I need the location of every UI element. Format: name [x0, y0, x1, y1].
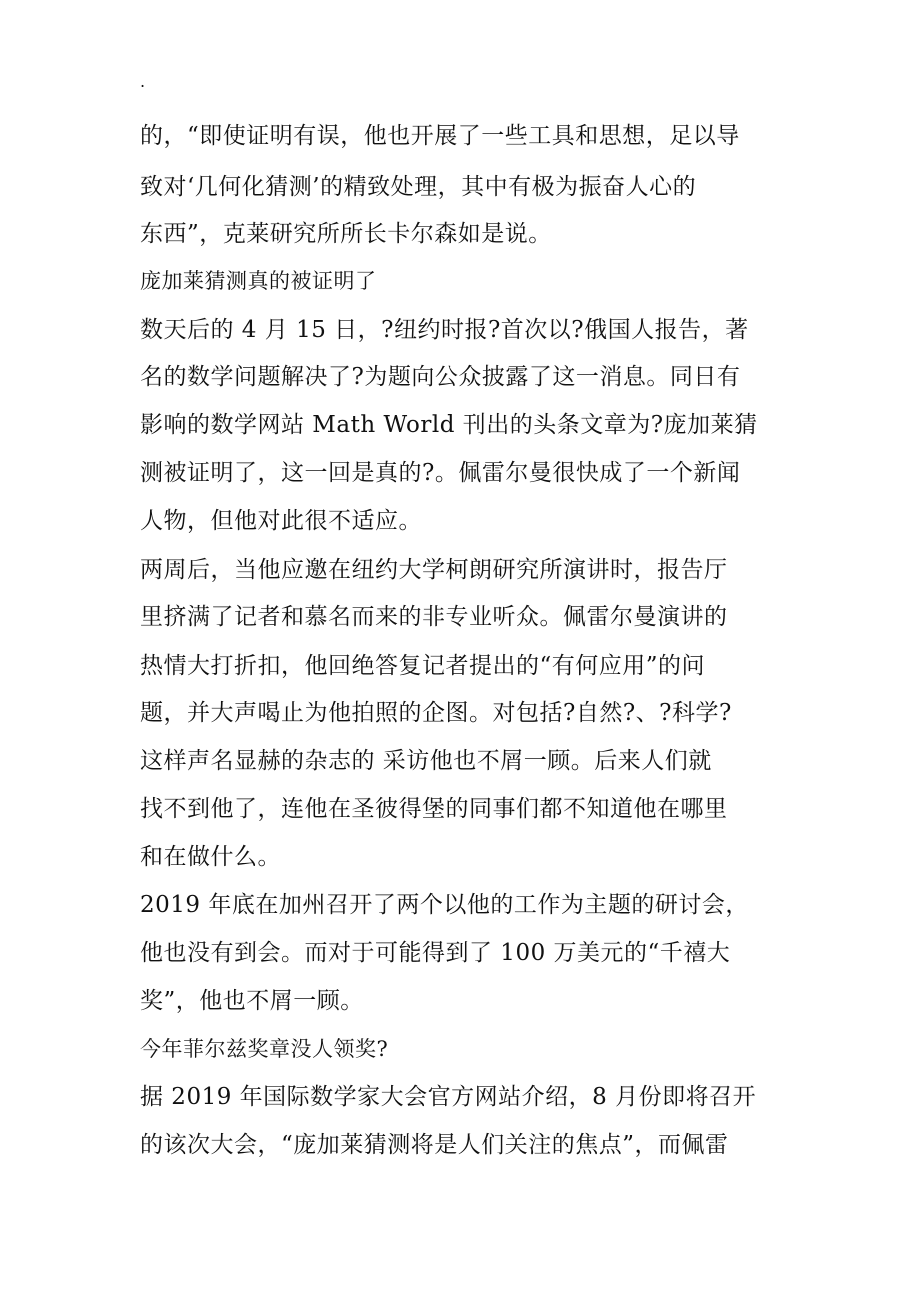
text-line-15: 找不到他了，连他在圣彼得堡的同事们都不知道他在哪里 — [140, 796, 728, 822]
text-line-14: 这样声名显赫的杂志的 采访他也不屑一顾。后来人们就 — [140, 748, 712, 774]
text-line-12: 热情大打折扣，他回绝答复记者提出的“有何应用”的问 — [140, 653, 706, 679]
text-line-13: 题，并大声喝止为他拍照的企图。对包括?自然?、?科学? — [140, 700, 732, 726]
text-line-3: 东西”，克莱研究所所长卡尔森如是说。 — [140, 221, 552, 247]
section-heading-proof: 庞加莱猜测真的被证明了 — [140, 269, 377, 293]
text-line-18: 他也没有到会。而对于可能得到了 100 万美元的“千禧大 — [140, 940, 731, 966]
text-line-22: 的该次大会，“庞加莱猜测将是人们关注的焦点”，而佩雷 — [140, 1132, 729, 1158]
text-line-1: 的，“即使证明有误，他也开展了一些工具和思想，足以导 — [140, 123, 740, 149]
page-marker: . — [140, 72, 146, 91]
text-line-21: 据 2019 年国际数学家大会官方网站介绍，8 月份即将召开 — [140, 1084, 757, 1110]
text-line-10: 两周后，当他应邀在纽约大学柯朗研究所演讲时，报告厅 — [140, 557, 728, 583]
text-line-19: 奖”，他也不屑一顾。 — [140, 988, 364, 1014]
text-line-6: 名的数学问题解决了?为题向公众披露了这一消息。同日有 — [140, 364, 741, 390]
text-line-9: 人物，但他对此很不适应。 — [140, 508, 422, 534]
text-line-8: 测被证明了，这一回是真的?。佩雷尔曼很快成了一个新闻 — [140, 460, 741, 486]
text-line-17: 2019 年底在加州召开了两个以他的工作为主题的研讨会， — [140, 892, 749, 918]
text-line-11: 里挤满了记者和慕名而来的非专业听众。佩雷尔曼演讲的 — [140, 604, 728, 630]
section-heading-fields-medal: 今年菲尔兹奖章没人领奖? — [140, 1037, 389, 1061]
text-line-2: 致对‘几何化猜测’的精致处理，其中有极为振奋人心的 — [140, 174, 697, 200]
text-line-16: 和在做什么。 — [140, 844, 281, 870]
text-line-7: 影响的数学网站 Math World 刊出的头条文章为?庞加莱猜 — [140, 412, 758, 438]
text-line-5: 数天后的 4 月 15 日，?纽约时报?首次以?俄国人报告，著 — [140, 317, 749, 343]
